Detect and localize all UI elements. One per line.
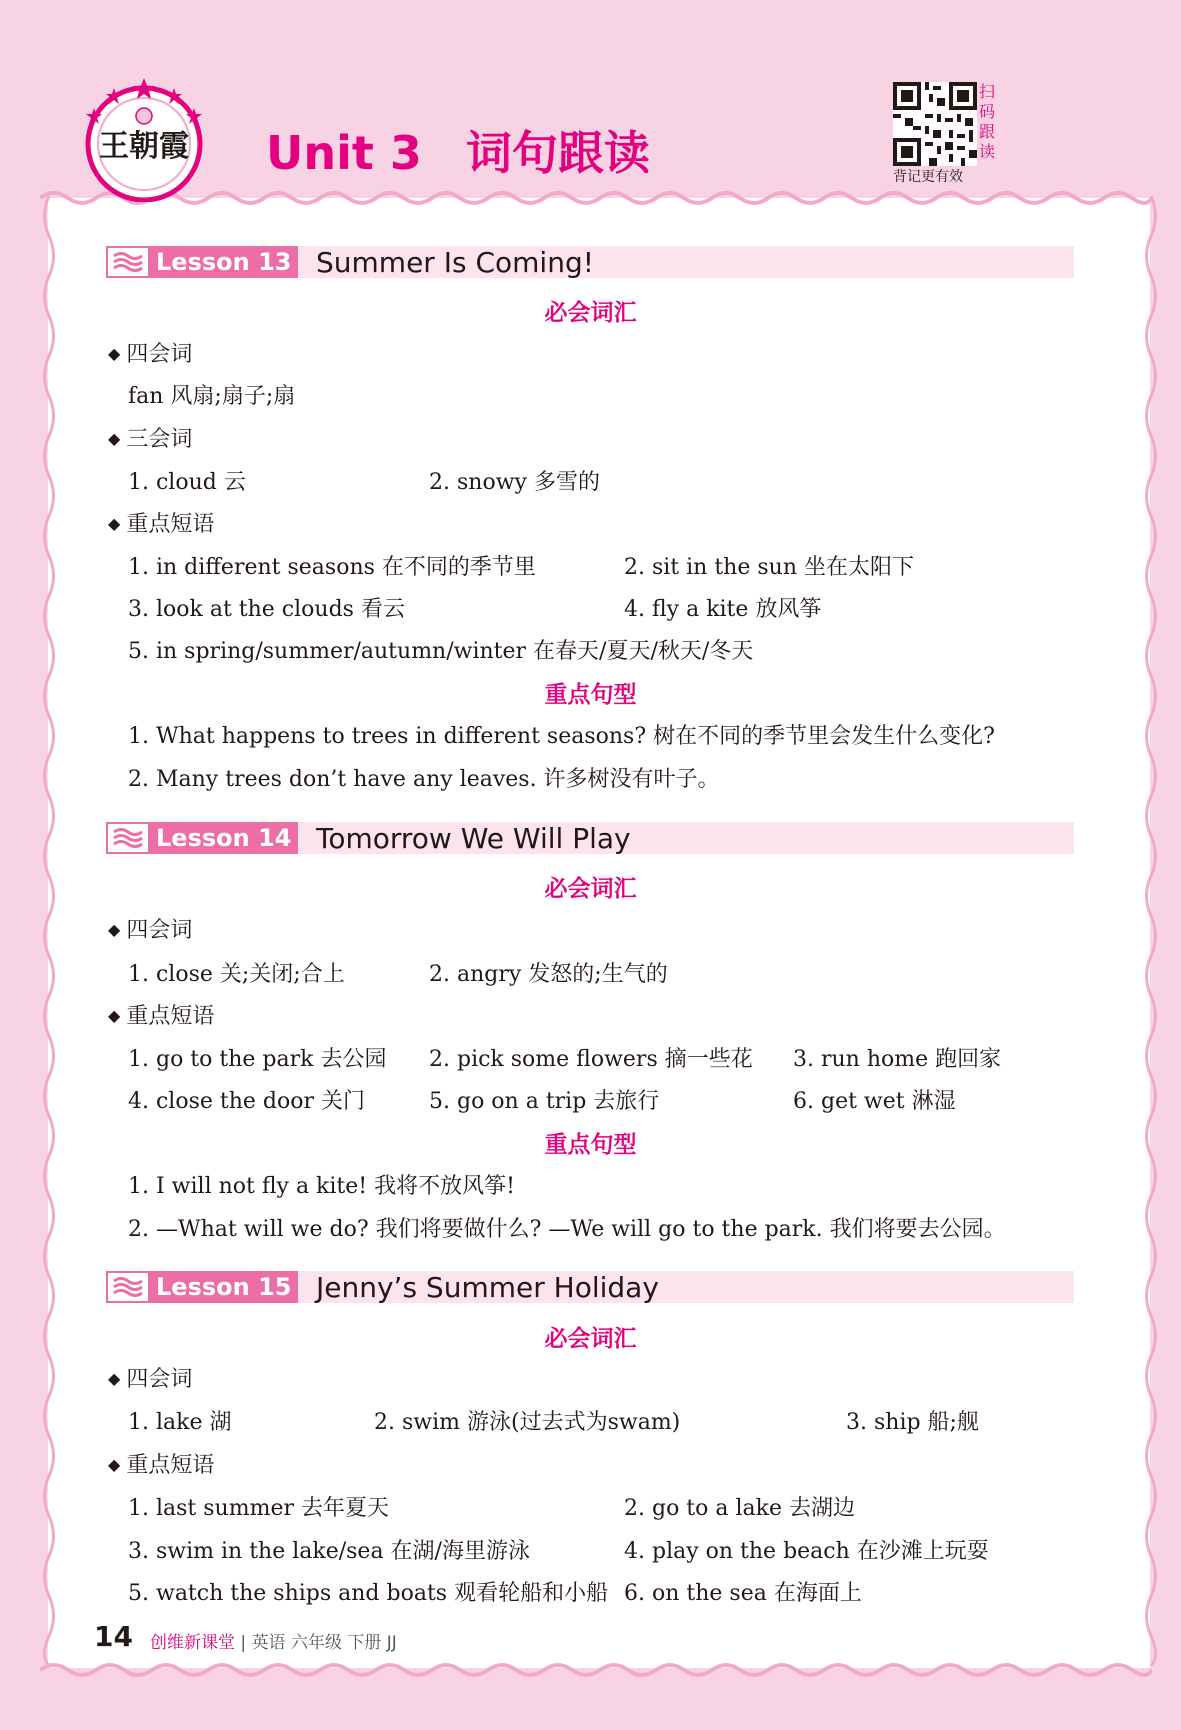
list-item: 2. go to a lake 去湖边 (624, 1496, 855, 1521)
category-four-skill: ◆ 四会词 (108, 1362, 192, 1393)
list-item: 1. go to the park 去公园 (128, 1047, 387, 1072)
lesson-title: Summer Is Coming! (316, 245, 594, 279)
list-item: 3. look at the clouds 看云 (128, 597, 405, 622)
qr-side-label: 扫 码 跟 读 (978, 82, 995, 161)
list-item: 6. get wet 淋湿 (793, 1089, 956, 1114)
list-item: 2. angry 发怒的;生气的 (429, 962, 668, 987)
page-number: 14 (94, 1620, 133, 1653)
section-vocab-title: 必会词汇 (544, 876, 637, 902)
wave-icon (108, 1273, 148, 1301)
lesson-header-15 (106, 1271, 1074, 1303)
wave-icon (108, 824, 148, 852)
category-four-skill: ◆ 四会词 (108, 337, 192, 368)
unit-number: Unit 3 (266, 126, 422, 180)
lesson-title: Jenny’s Summer Holiday (316, 1270, 659, 1304)
bottom-wave-border (40, 1658, 1152, 1682)
section-sentence-title: 重点句型 (544, 1132, 637, 1158)
list-item: 1. cloud 云 (128, 470, 246, 495)
footer-series-info: 创维新课堂 | 英语 六年级 下册 JJ (150, 1633, 397, 1653)
list-item: 5. in spring/summer/autumn/winter 在春天/夏天/秋天/冬天 (128, 639, 754, 664)
list-item: 6. on the sea 在海面上 (624, 1581, 862, 1606)
list-item: 3. swim in the lake/sea 在湖/海里游泳 (128, 1539, 530, 1564)
category-key-phrases: ◆ 重点短语 (108, 999, 214, 1030)
list-item: 3. ship 船;舰 (846, 1410, 979, 1435)
footer-book-info: 英语 六年级 下册 JJ (251, 1633, 397, 1653)
list-item: 1. in different seasons 在不同的季节里 (128, 555, 536, 580)
list-item: 1. close 关;关闭;合上 (128, 962, 345, 987)
list-item: 2. pick some flowers 摘一些花 (429, 1047, 753, 1072)
qr-caption: 背记更有效 (893, 169, 963, 185)
qr-code-icon[interactable] (893, 82, 977, 166)
list-item: 2. snowy 多雪的 (429, 470, 600, 495)
category-key-phrases: ◆ 重点短语 (108, 1448, 214, 1479)
list-item: 1. last summer 去年夏天 (128, 1496, 389, 1521)
list-item: 1. lake 湖 (128, 1410, 232, 1435)
list-item: 4. close the door 关门 (128, 1089, 365, 1114)
list-item: 2. swim 游泳(过去式为swam) (374, 1410, 681, 1435)
lesson-badge: Lesson 14 (106, 822, 298, 854)
list-item: 5. watch the ships and boats 观看轮船和小船 (128, 1581, 609, 1606)
list-item: 1. I will not fly a kite! 我将不放风筝! (128, 1174, 515, 1199)
unit-title (266, 117, 650, 183)
list-item: 2. —What will we do? 我们将要做什么? —We will go to the park. 我们将要去公园。 (128, 1217, 1006, 1242)
category-three-skill: ◆ 三会词 (108, 422, 192, 453)
lesson-title: Tomorrow We Will Play (316, 821, 631, 855)
svg-text:王朝霞 (99, 129, 189, 164)
unit-subtitle: 词句跟读 (465, 126, 650, 180)
section-sentence-title: 重点句型 (544, 682, 637, 708)
category-key-phrases: ◆ 重点短语 (108, 507, 214, 538)
list-item: 1. What happens to trees in different seasons? 树在不同的季节里会发生什么变化? (128, 724, 995, 749)
lesson-badge: Lesson 13 (106, 246, 298, 278)
category-four-skill: ◆ 四会词 (108, 913, 192, 944)
left-wave-border (40, 196, 58, 1666)
list-item: 2. sit in the sun 坐在太阳下 (624, 555, 914, 580)
list-item: 2. Many trees don’t have any leaves. 许多树没有叶子。 (128, 767, 720, 792)
right-wave-border (1142, 196, 1160, 1666)
brand-logo-text: 王朝霞 (99, 129, 189, 164)
brand-logo (80, 74, 208, 202)
lesson-header-13 (106, 246, 1074, 278)
list-item: 4. play on the beach 在沙滩上玩耍 (624, 1539, 989, 1564)
section-vocab-title: 必会词汇 (544, 300, 637, 326)
lesson-badge: Lesson 15 (106, 1271, 298, 1303)
list-item: fan 风扇;扇子;扇 (128, 384, 296, 409)
list-item: 5. go on a trip 去旅行 (429, 1089, 660, 1114)
wave-icon (108, 248, 148, 276)
list-item: 3. run home 跑回家 (793, 1047, 1002, 1072)
footer-brand: 创维新课堂 (150, 1633, 235, 1653)
section-vocab-title: 必会词汇 (544, 1326, 637, 1352)
list-item: 4. fly a kite 放风筝 (624, 597, 822, 622)
lesson-header-14 (106, 822, 1074, 854)
